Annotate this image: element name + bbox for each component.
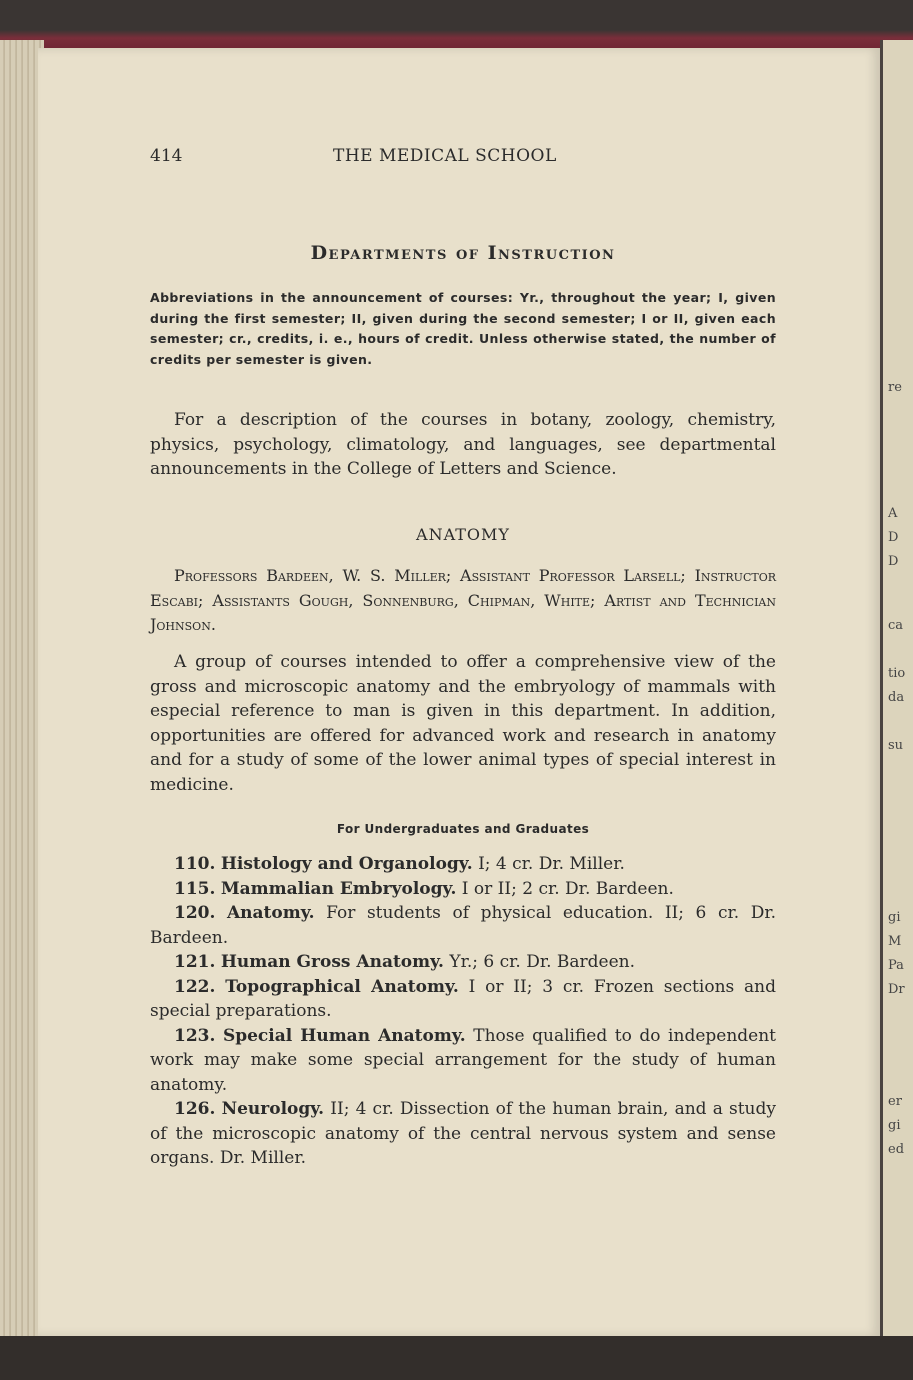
course-item [150, 1097, 776, 1171]
course-number: 122. [174, 976, 216, 997]
course-number: 123. [174, 1025, 216, 1046]
facing-fragment: A [888, 506, 898, 521]
facing-fragment: D [888, 530, 899, 545]
course-name: Special Human Anatomy. [222, 1025, 466, 1046]
course-description: Those qualified to do independent work may make some special arrangement for the study of human anatomy. [150, 1025, 776, 1095]
course-number: 126. [174, 1099, 216, 1119]
course-name: Neurology. [221, 1099, 325, 1119]
facing-fragment: Pa [888, 958, 904, 973]
description-paragraph: For a description of the courses in botany, zoology, chemistry, physics, psychology, climatology, and languages, see departmental announcements in the College of Letters and Science. [150, 410, 776, 479]
facing-fragment: gi [888, 1118, 901, 1133]
course-description: Yr.; 6 cr. Dr. Bardeen. [449, 952, 636, 972]
course-list [150, 852, 776, 1171]
facing-fragment: M [888, 934, 902, 949]
page-title: Departments of Instruction [310, 242, 616, 264]
book-cover-top [0, 0, 913, 52]
facing-fragment: Dr [888, 982, 905, 997]
course-description: I or II; 3 cr. Frozen sections and special preparations. [150, 976, 777, 1021]
course-number: 110. [174, 854, 216, 874]
page-number: 414 [150, 146, 183, 166]
course-description: I; 4 cr. Dr. Miller. [478, 854, 625, 874]
course-number: 120. [174, 903, 216, 923]
running-head [150, 146, 776, 176]
facing-fragment: gi [888, 910, 901, 925]
facing-fragment: re [888, 380, 902, 395]
facing-fragment: er [888, 1094, 902, 1109]
course-name: Histology and Organology. [220, 854, 473, 874]
faculty-list: Professors Bardeen, W. S. Miller; Assistant Professor Larsell; Instructor Escabi; Assistants Gough, Sonnenburg, Chipman, White; Artist and Technician Johnson. [150, 566, 776, 634]
facing-fragment: da [888, 690, 905, 705]
facing-fragment: ed [888, 1142, 905, 1157]
course-description: I or II; 2 cr. Dr. Bardeen. [461, 878, 674, 899]
running-title: THE MEDICAL SCHOOL [333, 146, 557, 166]
course-description: II; 4 cr. Dissection of the human brain, and a study of the microscopic anatomy of the central nervous system and sense organs. Dr. Miller. [150, 1099, 776, 1168]
course-name: Topographical Anatomy. [225, 976, 459, 997]
course-number: 121. [174, 952, 216, 972]
book-bottom [0, 1336, 913, 1380]
course-number: 115. [174, 878, 216, 899]
facing-fragment: D [888, 554, 899, 569]
course-item [150, 1024, 776, 1098]
course-name: Human Gross Anatomy. [220, 952, 444, 972]
abbreviations-note: Abbreviations in the announcement of courses: Yr., throughout the year; I, given during the first semester; II, given during the second semester; I or II, given each semester; cr., credits, i. e., hours of credit. Unless otherwise stated, the number of credits per semester is given. [150, 290, 776, 367]
course-description: For students of physical education. II; 6 cr. Dr. Bardeen. [150, 903, 776, 948]
course-item [150, 852, 776, 877]
course-item [150, 901, 776, 950]
subheading: For Undergraduates and Graduates [336, 822, 590, 836]
course-item [150, 975, 776, 1024]
course-name: Mammalian Embryology. [220, 878, 457, 899]
course-name: Anatomy. [226, 903, 315, 923]
course-item [150, 877, 776, 902]
page-content [150, 146, 777, 1168]
facing-page [880, 40, 913, 1340]
course-item [150, 950, 776, 975]
facing-fragment: ca [888, 618, 904, 633]
facing-fragment: su [888, 738, 904, 753]
section-heading: ANATOMY [416, 525, 510, 544]
facing-fragment: tio [888, 666, 906, 681]
intro-paragraph: A group of courses intended to offer a comprehensive view of the gross and microscopic anatomy and the embryology of mammals with especial reference to man is given in this department. In addition, opportunities are offered for advanced work and research in anatomy and for a study of some of the lower animal types of special interest in medicine. [150, 652, 776, 795]
